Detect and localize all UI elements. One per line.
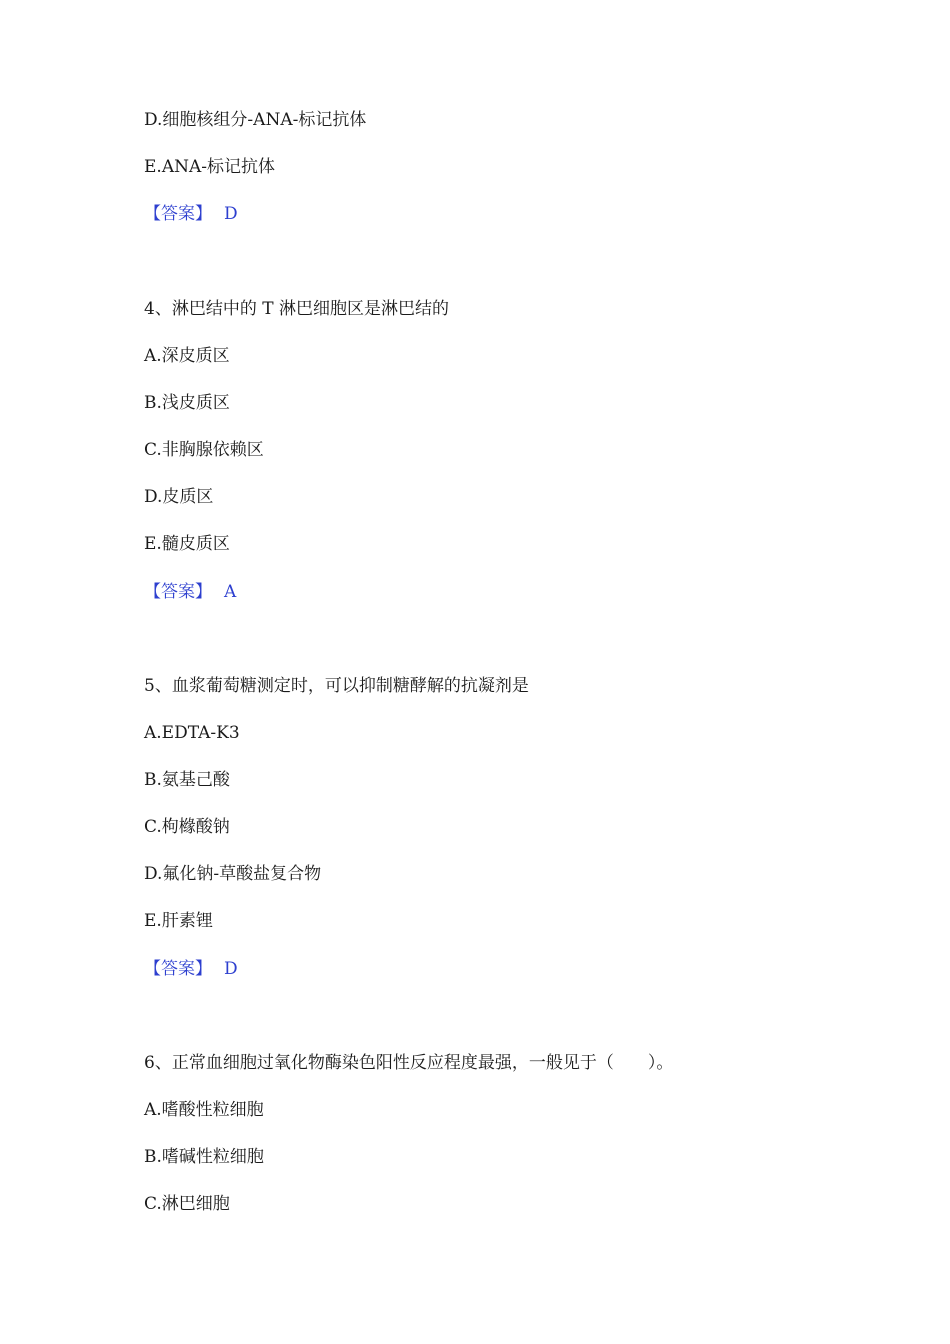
q4-answer [144, 580, 236, 604]
q5-option-d: D.氟化钠-草酸盐复合物 [144, 864, 322, 884]
q4-option-a: A.深皮质区 [144, 346, 230, 366]
q5-question: 5、血浆葡萄糖测定时，可以抑制糖酵解的抗凝剂是 [144, 676, 529, 696]
q5-option-a: A.EDTA-K3 [144, 723, 240, 743]
q5-answer-label: 【答案】 [144, 959, 212, 979]
q5-option-e: E.肝素锂 [144, 911, 213, 931]
q5-answer-value: D [224, 959, 238, 979]
q3-answer [144, 202, 238, 226]
q4-question: 4、淋巴结中的 T 淋巴细胞区是淋巴结的 [144, 299, 449, 319]
q5-option-b: B.氨基己酸 [144, 770, 230, 790]
q3-answer-label: 【答案】 [144, 204, 212, 224]
q4-answer-label: 【答案】 [144, 582, 212, 602]
q5-answer [144, 957, 238, 981]
q3-answer-value: D [224, 204, 238, 224]
q6-option-c: C.淋巴细胞 [144, 1194, 230, 1214]
q6-option-b: B.嗜碱性粒细胞 [144, 1147, 264, 1167]
q3-option-d: D.细胞核组分-ANA-标记抗体 [144, 110, 367, 130]
q4-option-c: C.非胸腺依赖区 [144, 440, 264, 460]
q4-option-e: E.髓皮质区 [144, 534, 230, 554]
q3-option-e: E.ANA-标记抗体 [144, 157, 275, 177]
q6-question: 6、正常血细胞过氧化物酶染色阳性反应程度最强，一般见于（ ）。 [144, 1053, 674, 1073]
q4-option-b: B.浅皮质区 [144, 393, 230, 413]
q5-option-c: C.枸橼酸钠 [144, 817, 230, 837]
q4-answer-value: A [224, 582, 237, 602]
q4-option-d: D.皮质区 [144, 487, 214, 507]
q6-option-a: A.嗜酸性粒细胞 [144, 1100, 264, 1120]
